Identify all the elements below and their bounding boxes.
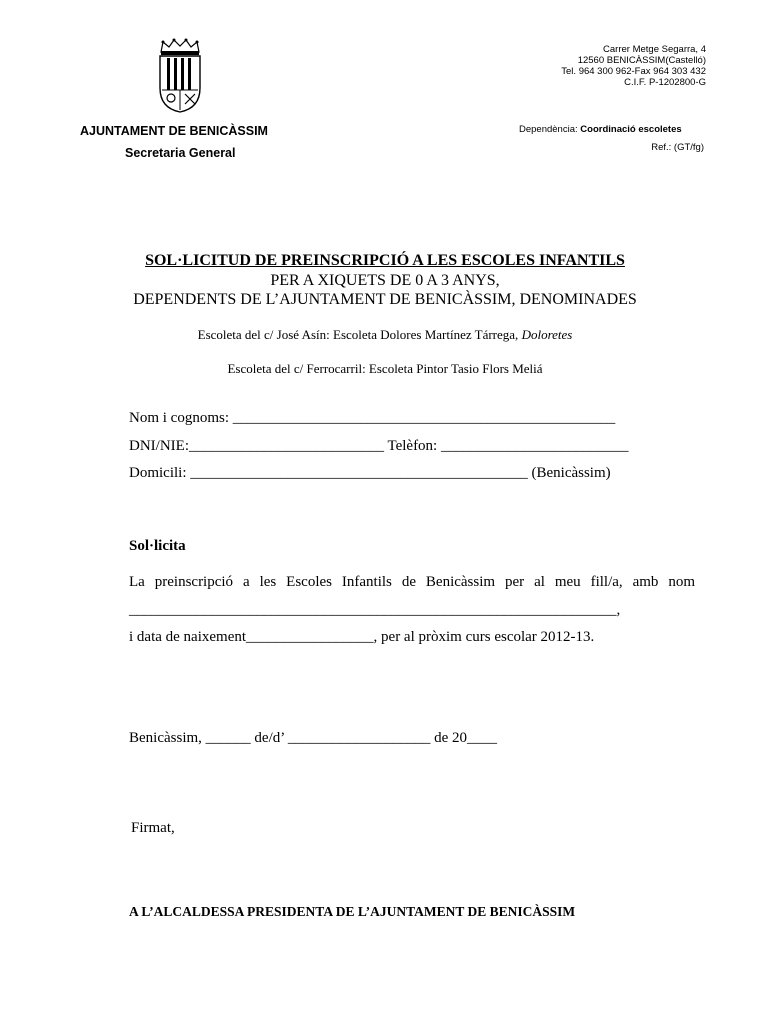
- address-line: Carrer Metge Segarra, 4: [603, 44, 706, 55]
- address-line: Tel. 964 300 962-Fax 964 303 432: [561, 66, 706, 77]
- addressee: A L’ALCALDESSA PRESIDENTA DE L’AJUNTAMENT DE BENICÀSSIM: [129, 904, 576, 919]
- address-line: C.I.F. P-1202800-G: [624, 77, 706, 88]
- document-title: SOL·LICITUD DE PREINSCRIPCIÓ A LES ESCOLES INFANTILS: [145, 252, 625, 269]
- child-name-field[interactable]: _________________________________________________________________,: [129, 602, 621, 618]
- school-1-nickname: Doloretes: [521, 327, 573, 342]
- name-field[interactable]: Nom i cognoms: ___________________________________________________: [129, 410, 616, 426]
- municipal-address: [561, 44, 706, 88]
- school-1: [0, 327, 770, 343]
- signature-label: Firmat,: [131, 820, 175, 836]
- dependency-label: Dependència:: [519, 124, 578, 135]
- dependency: [519, 124, 682, 135]
- date-line-field[interactable]: Benicàssim, ______ de/d’ ___________________ de 20____: [129, 730, 498, 746]
- reference: Ref.: (GT/fg): [651, 142, 704, 153]
- id-phone-field[interactable]: DNI/NIE:__________________________ Telèfon: _________________________: [129, 438, 629, 454]
- coat-of-arms-logo: [155, 38, 205, 114]
- school-1-name: Escoleta del c/ José Asín: Escoleta Dolores Martínez Tárrega,: [197, 327, 522, 342]
- department-office: Secretaria General: [125, 146, 236, 160]
- school-2: Escoleta del c/ Ferrocarril: Escoleta Pintor Tasio Flors Meliá: [227, 361, 543, 376]
- document-subtitle-1: PER A XIQUETS DE 0 A 3 ANYS,: [270, 272, 500, 289]
- dependency-value: Coordinació escoletes: [580, 124, 682, 135]
- address-field[interactable]: Domicili: _____________________________________________ (Benicàssim): [129, 465, 611, 481]
- request-text: La preinscripció a les Escoles Infantils de Benicàssim per al meu fill/a, amb nom: [129, 574, 695, 590]
- birth-date-field[interactable]: i data de naixement_________________, per al pròxim curs escolar 2012-13.: [129, 629, 595, 645]
- request-heading: Sol·licita: [129, 538, 186, 554]
- address-line: 12560 BENICÀSSIM(Castelló): [577, 55, 706, 66]
- organization-name: AJUNTAMENT DE BENICÀSSIM: [80, 124, 268, 138]
- document-subtitle-2: DEPENDENTS DE L’AJUNTAMENT DE BENICÀSSIM, DENOMINADES: [133, 291, 637, 308]
